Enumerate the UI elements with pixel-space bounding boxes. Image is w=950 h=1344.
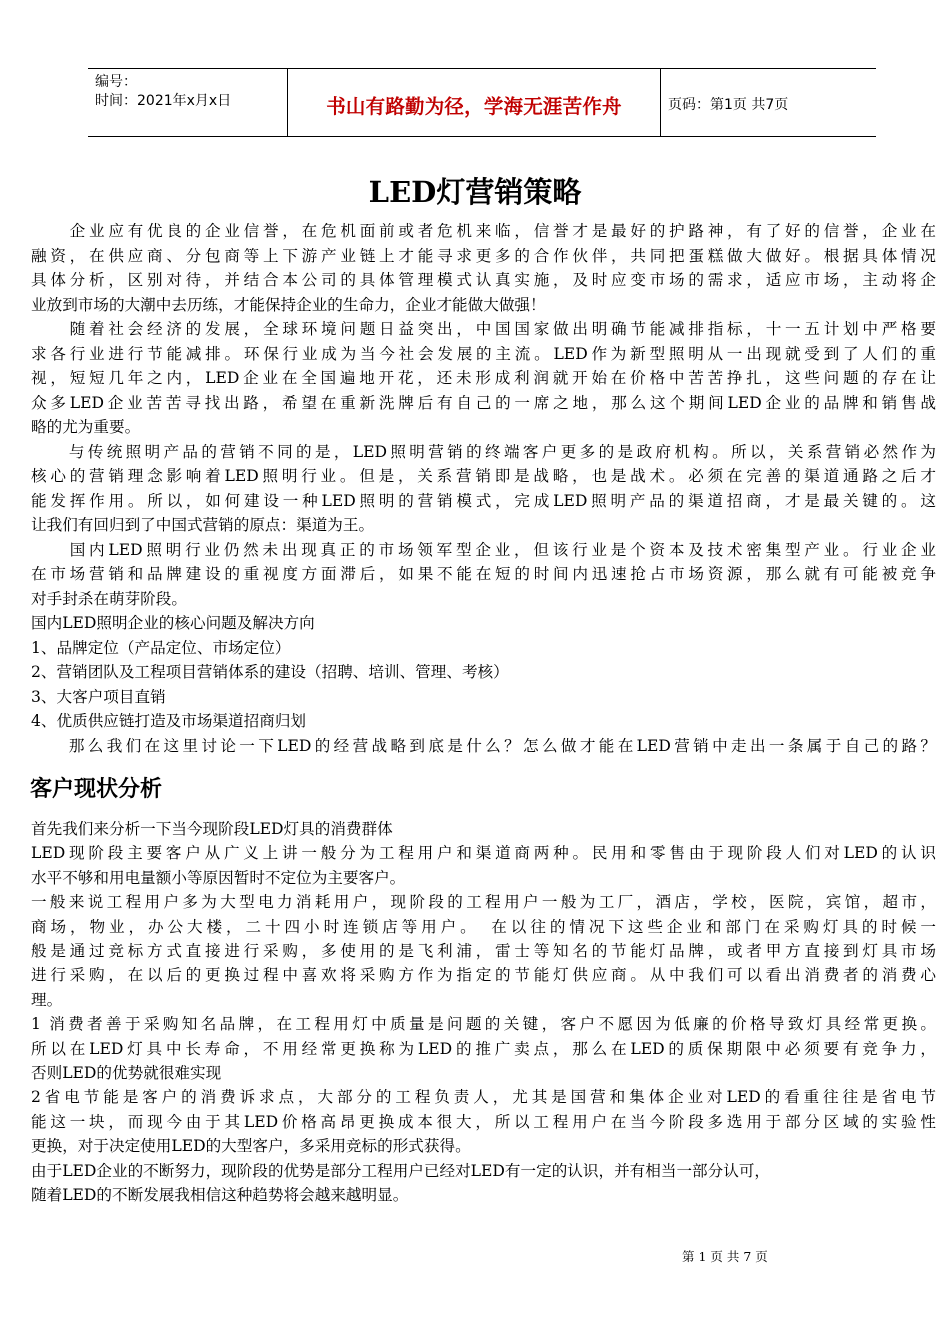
text-line: 由于LED企业的不断努力，现阶段的优势是部分工程用户已经对LED有一定的认识，并有相当一部分认可， — [31, 1161, 771, 1180]
header-motto: 书山有路勤为径，学海无涯苦作舟 — [326, 95, 622, 118]
text-line: 在市场营销和品牌建设的重视度方面滞后，如果不能在短的时间内迅速抢占市场资源，那么就有可能被竞争 — [31, 565, 936, 583]
text-line: 所以在LED灯具中长寿命，不用经常更换称为LED的推广卖点，那么在LED的质保期限中必须要有竞争力， — [31, 1039, 936, 1058]
text-line: 一般来说工程用户多为大型电力消耗用户，现阶段的工程用户一般为工厂，酒店，学校，医院，宾馆，超市， — [31, 893, 936, 912]
text-line: 与传统照明产品的营销不同的是，LED照明营销的终端客户更多的是政府机构。所以，关系营销必然作为 — [31, 442, 936, 461]
text-line: 能发挥作用。所以，如何建设一种LED照明的营销模式，完成LED照明产品的渠道招商，才是最关键的。这 — [31, 491, 936, 510]
text-line: 水平不够和用电量额小等原因暂时不定位为主要客户。 — [31, 868, 406, 887]
text-line: 2、营销团队及工程项目营销体系的建设（招聘、培训、管理、考核） — [31, 663, 509, 681]
document-header — [88, 68, 876, 137]
text-line: 能这一块，而现今由于其LED价格高昂更换成本很大，所以工程用户在当今阶段多选用于部分区域的实验性 — [31, 1112, 936, 1131]
document-number-label: 编号： — [95, 74, 137, 90]
text-line: 随着社会经济的发展，全球环境问题日益突出，中国国家做出明确节能减排指标，十一五计划中严格要 — [31, 320, 936, 338]
text-line: 国内LED照明行业仍然未出现真正的市场领军型企业，但该行业是个资本及技术密集型产业。行业企业 — [31, 540, 936, 559]
text-line: 2省电节能是客户的消费诉求点，大部分的工程负责人，尤其是国营和集体企业对LED的看重往往是省电节 — [31, 1088, 936, 1107]
text-line: 随着LED的不断发展我相信这种趋势将会越来越明显。 — [31, 1186, 409, 1204]
text-line: 否则LED的优势就很难实现 — [31, 1064, 222, 1082]
text-line: 商场，物业，办公大楼，二十四小时连锁店等用户。 在以往的情况下这些企业和部门在采购灯具的时候一 — [31, 917, 936, 936]
text-line: 视，短短几年之内，LED企业在全国遍地开花，还未形成利润就开始在价格中苦苦挣扎，这些问题的存在让 — [31, 369, 936, 387]
text-line: 对手封杀在萌芽阶段。 — [31, 589, 187, 608]
header-page-cell — [660, 69, 876, 136]
text-line: 融资，在供应商、分包商等上下游产业链上才能寻求更多的合作伙伴，共同把蛋糕做大做好。根据具体情况 — [31, 246, 936, 265]
text-line: LED现阶段主要客户从广义上讲一般分为工程用户和渠道商两种。民用和零售由于现阶段人们对LED的认识 — [31, 844, 936, 863]
text-line: 4、优质供应链打造及市场渠道招商归划 — [31, 712, 307, 730]
text-line: 求各行业进行节能减排。环保行业成为当今社会发展的主流。LED作为新型照明从一出现就受到了人们的重 — [31, 344, 936, 363]
text-line: 3、大客户项目直销 — [31, 687, 166, 706]
text-line: 1、品牌定位（产品定位、市场定位） — [31, 638, 291, 657]
text-line: 进行采购，在以后的更换过程中喜欢将采购方作为指定的节能灯供应商。从中我们可以看出消费者的消费心 — [31, 966, 936, 985]
document-title: LED灯营销策略 — [368, 175, 582, 209]
page-footer: 第 1 页 共 7 页 — [682, 1249, 768, 1264]
text-line: 1 消费者善于采购知名品牌，在工程用灯中质量是问题的关键，客户不愿因为低廉的价格导致灯具经常更换。 — [31, 1015, 936, 1034]
text-line: 那么我们在这里讨论一下LED的经营战略到底是什么？怎么做才能在LED营销中走出一条属于自己的路？ — [31, 736, 936, 755]
text-line: 众多LED企业苦苦寻找出路，希望在重新洗牌后有自己的一席之地，那么这个期间LED企业的品牌和销售战 — [31, 393, 936, 412]
text-line: 业放到市场的大潮中去历练，才能保持企业的生命力，企业才能做大做强！ — [31, 295, 546, 314]
text-line: 首先我们来分析一下当今现阶段LED灯具的消费群体 — [31, 820, 393, 838]
document-date-label: 时间：2021年x月x日 — [95, 93, 232, 109]
header-motto-cell — [287, 69, 661, 136]
text-line: 核心的营销理念影响着LED照明行业。但是，关系营销即是战略，也是战术。必须在完善的渠道通路之后才 — [31, 467, 936, 485]
text-line: 般是通过竞标方式直接进行采购，多使用的是飞利浦，雷士等知名的节能灯品牌，或者甲方直接到灯具市场 — [31, 942, 936, 960]
text-line: 更换，对于决定使用LED的大型客户，多采用竞标的形式获得。 — [31, 1137, 471, 1156]
text-line: 理。 — [31, 990, 63, 1009]
header-page-number: 页码：第1页 共7页 — [668, 97, 789, 113]
section-heading: 客户现状分析 — [30, 777, 163, 802]
text-line: 国内LED照明企业的核心问题及解决方向 — [31, 614, 315, 632]
text-line: 企业应有优良的企业信誉，在危机面前或者危机来临，信誉才是最好的护路神，有了好的信誉，企业在 — [31, 222, 936, 240]
text-line: 具体分析，区别对待，并结合本公司的具体管理模式认真实施，及时应变市场的需求，适应市场，主动将企 — [31, 271, 936, 289]
header-meta-cell — [88, 69, 287, 136]
text-line: 让我们有回归到了中国式营销的原点：渠道为王。 — [31, 516, 375, 534]
text-line: 略的尤为重要。 — [31, 418, 141, 436]
